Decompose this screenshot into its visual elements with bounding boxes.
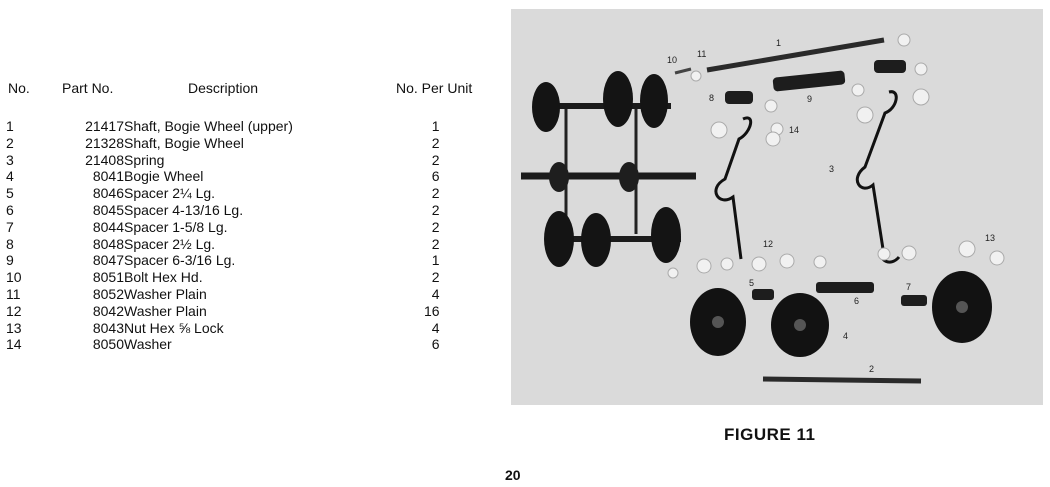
callout-6: 6 [854, 296, 860, 306]
part-number-index: 6 [6, 201, 14, 218]
parts-row [6, 219, 440, 236]
part-quantity: 6 [431, 168, 440, 185]
callout-13: 13 [985, 233, 996, 243]
callout-4: 4 [843, 331, 849, 341]
page-number: 20 [505, 467, 521, 483]
spacer-7 [901, 295, 927, 306]
part-quantity: 6 [431, 336, 440, 353]
part-quantity: 2 [431, 201, 440, 218]
part-quantity: 1 [431, 252, 440, 269]
part-quantity: 4 [431, 319, 440, 336]
part-number-index: 4 [6, 168, 14, 185]
part-description: Bolt Hex Hd. [124, 269, 203, 286]
part-number: 8051 [92, 269, 124, 286]
part-description: Shaft, Bogie Wheel [124, 134, 244, 151]
part-number: 8043 [92, 319, 124, 336]
callout-5: 5 [749, 278, 755, 288]
callout-14: 14 [789, 125, 800, 135]
part-number-index: 12 [6, 302, 22, 319]
part-description: Washer Plain [124, 285, 207, 302]
part-number-index: 3 [6, 151, 14, 168]
part-quantity: 4 [431, 285, 440, 302]
spacer-5 [752, 289, 774, 300]
part-number-index: 11 [6, 285, 21, 302]
part-number-index: 7 [6, 218, 14, 235]
spacer-8 [725, 91, 753, 104]
parts-row [6, 236, 440, 253]
part-quantity: 2 [431, 269, 440, 286]
part-description: Washer Plain [124, 302, 207, 319]
part-number: 8052 [92, 285, 124, 302]
parts-row [6, 202, 440, 219]
parts-row [6, 252, 440, 269]
header-no: No. [8, 80, 30, 96]
part-description: Spacer 4-13/16 Lg. [124, 201, 244, 218]
part-quantity: 2 [431, 218, 440, 235]
part-quantity: 16 [424, 302, 440, 319]
callout-8: 8 [709, 93, 715, 103]
part-description: Spacer 2½ Lg. [124, 235, 216, 252]
shaft-lower [763, 379, 921, 381]
part-number-index: 1 [6, 118, 14, 134]
callout-7: 7 [906, 282, 912, 292]
part-number: 8042 [92, 302, 124, 319]
part-number-index: 8 [6, 235, 14, 252]
parts-row [6, 286, 440, 303]
part-quantity: 2 [431, 134, 440, 151]
header-part-no: Part No. [62, 80, 114, 96]
part-description: Spacer 6-3/16 Lg. [124, 252, 236, 269]
part-description: Spacer 2¼ Lg. [124, 185, 216, 202]
part-description: Shaft, Bogie Wheel (upper) [124, 118, 293, 134]
part-number: 21328 [85, 134, 124, 151]
part-description: Spacer 1-5/8 Lg. [124, 218, 228, 235]
parts-row [6, 320, 440, 337]
header-description: Description [188, 80, 259, 96]
parts-row [6, 269, 440, 286]
callout-2: 2 [869, 364, 875, 374]
part-number-index: 9 [6, 252, 14, 269]
part-number: 8044 [92, 218, 124, 235]
part-number-index: 14 [6, 336, 22, 353]
part-description: Bogie Wheel [124, 168, 204, 185]
part-number: 8047 [92, 252, 124, 269]
callout-11: 11 [697, 49, 707, 59]
exploded-parts-photo [511, 9, 1043, 405]
part-number: 8045 [92, 201, 124, 218]
callout-12: 12 [763, 239, 774, 249]
callout-9: 9 [807, 94, 813, 104]
spacer-long-right [874, 60, 906, 73]
parts-row [6, 303, 440, 320]
header-per-unit: No. Per Unit [396, 80, 473, 96]
callout-3: 3 [829, 164, 835, 174]
part-number: 8046 [92, 185, 124, 202]
parts-table [6, 118, 440, 353]
part-quantity: 2 [431, 151, 440, 168]
part-description: Washer [124, 336, 172, 353]
part-number: 21417 [85, 118, 124, 134]
figure-caption: FIGURE 11 [724, 425, 816, 444]
part-quantity: 1 [431, 118, 440, 134]
part-number-index: 5 [6, 185, 14, 202]
part-quantity: 2 [431, 235, 440, 252]
part-number-index: 2 [6, 134, 14, 151]
callout-10: 10 [667, 55, 678, 65]
part-number-index: 10 [6, 269, 22, 286]
part-number: 8050 [92, 336, 124, 353]
spacer-6 [816, 282, 874, 293]
part-number-index: 13 [6, 319, 22, 336]
part-number: 21408 [85, 151, 124, 168]
parts-row [6, 336, 440, 353]
parts-row [6, 152, 440, 169]
callout-1: 1 [776, 38, 782, 48]
parts-row [6, 118, 440, 135]
part-description: Nut Hex ⅝ Lock [124, 319, 224, 336]
parts-row [6, 168, 440, 185]
part-description: Spring [124, 151, 165, 168]
parts-row [6, 185, 440, 202]
part-quantity: 2 [431, 185, 440, 202]
parts-row [6, 135, 440, 152]
part-number: 8048 [92, 235, 124, 252]
part-number: 8041 [92, 168, 124, 185]
